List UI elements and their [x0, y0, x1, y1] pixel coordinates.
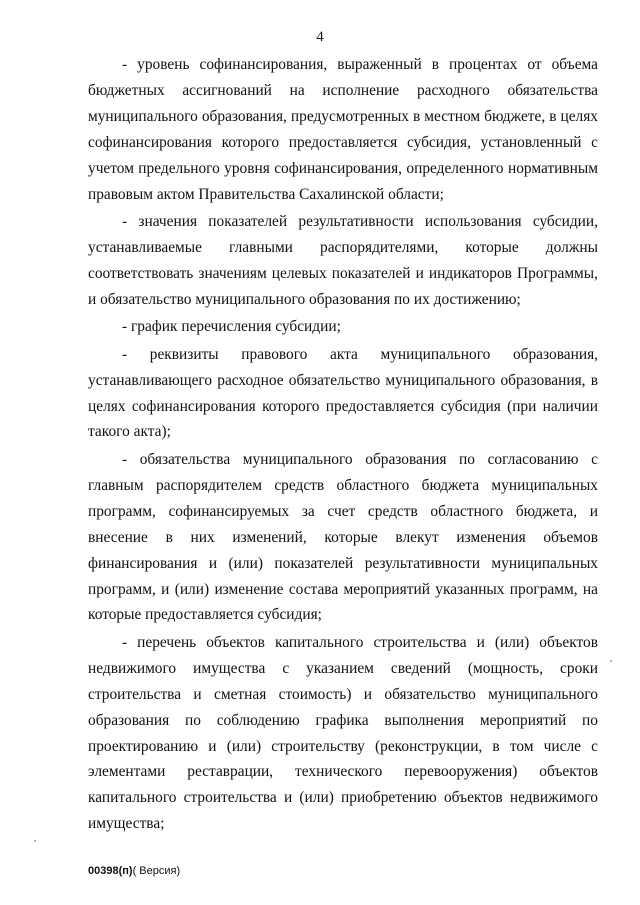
paragraph-legal-act-details: - реквизиты правового акта муниципального образования, устанавливающего расходное обязательство муниципального образования, в целях софинансирования которого предоставляется субсидия (при наличии такого акта);: [88, 345, 598, 441]
doc-code: 00398(п): [88, 865, 133, 877]
page-number: 4: [316, 29, 324, 45]
paragraph-capital-objects-list: - перечень объектов капитального строительства и (или) объектов недвижимого имущества с указанием сведений (мощность, сроки строительства и сметная стоимость) и обязательство муниципального образования по соблюдению графика выполнения мероприятий по проектированию и (или) строительству (реконструкции, в том числе с элементами реставрации, технического перевооружения) объектов капитального строительства и (или) приобретению объектов недвижимого имущества;: [88, 633, 598, 833]
paragraph-transfer-schedule: - график перечисления субсидии;: [122, 318, 341, 336]
document-body: [88, 52, 598, 839]
paragraph-approval-obligations: - обязательства муниципального образования по согласованию с главным распорядителем средств областного бюджета муниципальных программ, софинансируемых за счет средств областного бюджета, и внесение в них изменений, которые влекут изменения объемов финансирования и (или) показателей результативности муниципальных программ, и (или) изменение состава мероприятий указанных программ, на которые предоставляется субсидия;: [88, 450, 598, 624]
footer-document-code: [88, 864, 180, 878]
scan-speck: [34, 840, 36, 842]
scan-speck: [610, 660, 612, 662]
paragraph-cofinancing-level: - уровень софинансирования, выраженный в процентах от объема бюджетных ассигнований на исполнение расходного обязательства муниципального образования, предусмотренных в местном бюджете, в целях софинансирования которого предоставляется субсидия, установленный с учетом предельного уровня софинансирования, определенного нормативным правовым актом Правительства Сахалинской области;: [88, 56, 598, 203]
version-label: ( Версия): [132, 865, 181, 877]
paragraph-performance-indicators: - значения показателей результативности использования субсидии, устанавливаемые главными распорядителями, которые должны соответствовать значениям целевых показателей и индикаторов Программы, и обязательство муниципального образования по их достижению;: [88, 213, 598, 308]
